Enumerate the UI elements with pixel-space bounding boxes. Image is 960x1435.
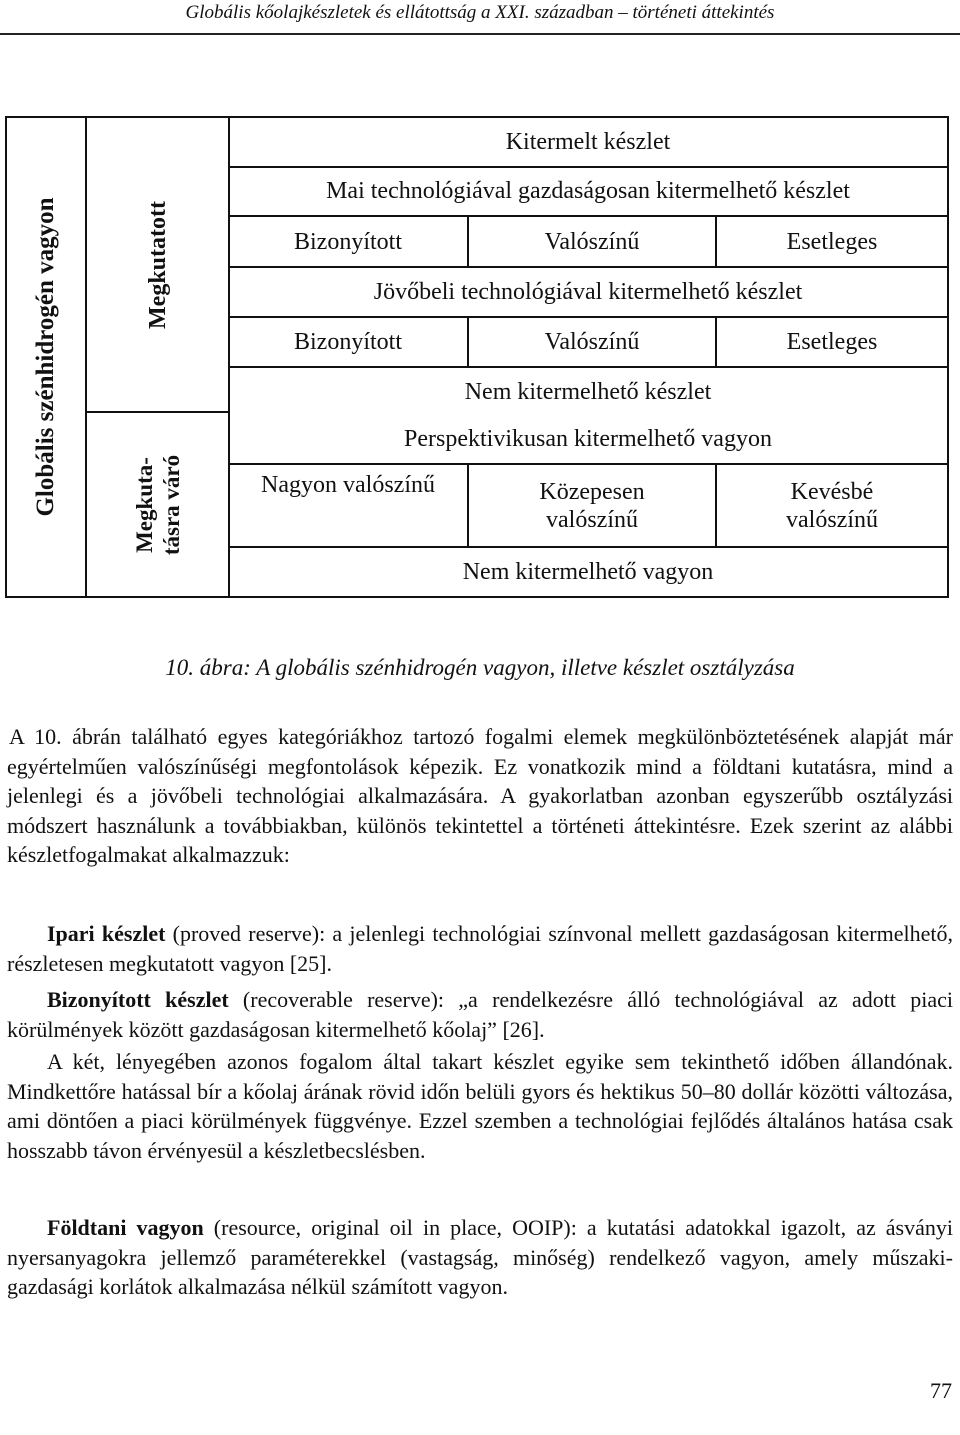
paragraph-1: A 10. ábrán található egyes kategóriákhoz tartozó fogalmi elemek megkülönböztetésének alapját már egyértelműen valószínűségi megfontolások képezik. Ez vonatkozik mind a földtani kutatásra, mind a jelenlegi és a jövőbeli technológiai alkalmazására. A gyakorlatban azonban egyszerűbb osztályzási módszert használunk a továbbiakban, különös tekintettel a történeti áttekintésre. Ezek szerint az alábbi készletfogalmakat alkalmazzuk: [7, 724, 953, 868]
paragraph-4: A két, lényegében azonos fogalom által takart készlet egyike sem tekinthető időben állandónak. Mindkettőre hatással bír a kőolaj árának rövid időn belüli gyors és hektikus 50–80 dollár közötti változása, ami döntően a piaci körülmények függvénye. Ezzel szemben a technológiai fejlődés általános hatása csak hosszabb távon érvényesül a készletbecslésben. [7, 1049, 953, 1163]
running-header: Globális kőolajkészletek és ellátottság a XXI. században – történeti áttekintés [185, 2, 775, 23]
term-foldtani-vagyon: Földtani vagyon [47, 1215, 204, 1240]
paragraph-foldtani-vagyon: Földtani vagyon (resource, original oil in place, OOIP): a kutatási adatokkal igazolt, az ásványi nyersanyagokra jellemző paraméterekkel (vastagság, minőség) rendelkező vagyon, amely műszaki-gazdasági korlátok alkalmazása nélkül számított vagyon. [7, 1215, 953, 1300]
prospective-less-likely: Kevésbé valószínű [786, 478, 878, 533]
current-proved: Bizonyított [294, 228, 402, 255]
label-explored: Megkutatott [144, 200, 171, 329]
current-probable: Valószínű [544, 228, 640, 255]
paragraph-bizonyitott-keszlet: Bizonyított készlet (recoverable reserve): „a rendelkezésre álló technológiával az adott piaci körülmények között gazdaságosan kitermelhető kőolaj” [26]. [7, 987, 954, 1042]
row-current-tech-reserve: Mai technológiával gazdaságosan kitermelhető készlet [326, 178, 850, 204]
row-non-extractable-reserve: Nem kitermelhető készlet [464, 378, 712, 405]
prospective-very-likely: Nagyon valószínű [261, 472, 435, 498]
label-to-be-explored: Megkuta- tásra váró [131, 454, 184, 555]
paragraph-ipari-keszlet: Ipari készlet (proved reserve): a jelenlegi technológiai színvonal mellett gazdaságosan kitermelhető, részletesen megkutatott vagyon [25]. [7, 921, 953, 976]
figure-caption: 10. ábra: A globális szénhidrogén vagyon, illetve készlet osztályzása [165, 655, 795, 680]
row-future-tech-reserve: Jövőbeli technológiával kitermelhető készlet [373, 278, 803, 305]
current-possible: Esetleges [786, 228, 878, 255]
classification-figure [5, 116, 949, 598]
row-extracted-reserve: Kitermelt készlet [505, 129, 671, 155]
future-probable: Valószínű [544, 328, 640, 355]
row-prospective-resource: Perspektivikusan kitermelhető vagyon [404, 426, 772, 452]
future-possible: Esetleges [786, 328, 878, 355]
term-bizonyitott-keszlet: Bizonyított készlet [47, 987, 229, 1012]
label-global-resource: Globális szénhidrogén vagyon [32, 197, 59, 517]
future-proved: Bizonyított [294, 328, 402, 355]
row-non-extractable-resource: Nem kitermelhető vagyon [462, 559, 714, 585]
prospective-moderately-likely: Közepesen valószínű [539, 478, 645, 533]
page-number: 77 [930, 1378, 952, 1403]
term-ipari-keszlet: Ipari készlet [47, 921, 166, 946]
header-divider [0, 33, 960, 35]
